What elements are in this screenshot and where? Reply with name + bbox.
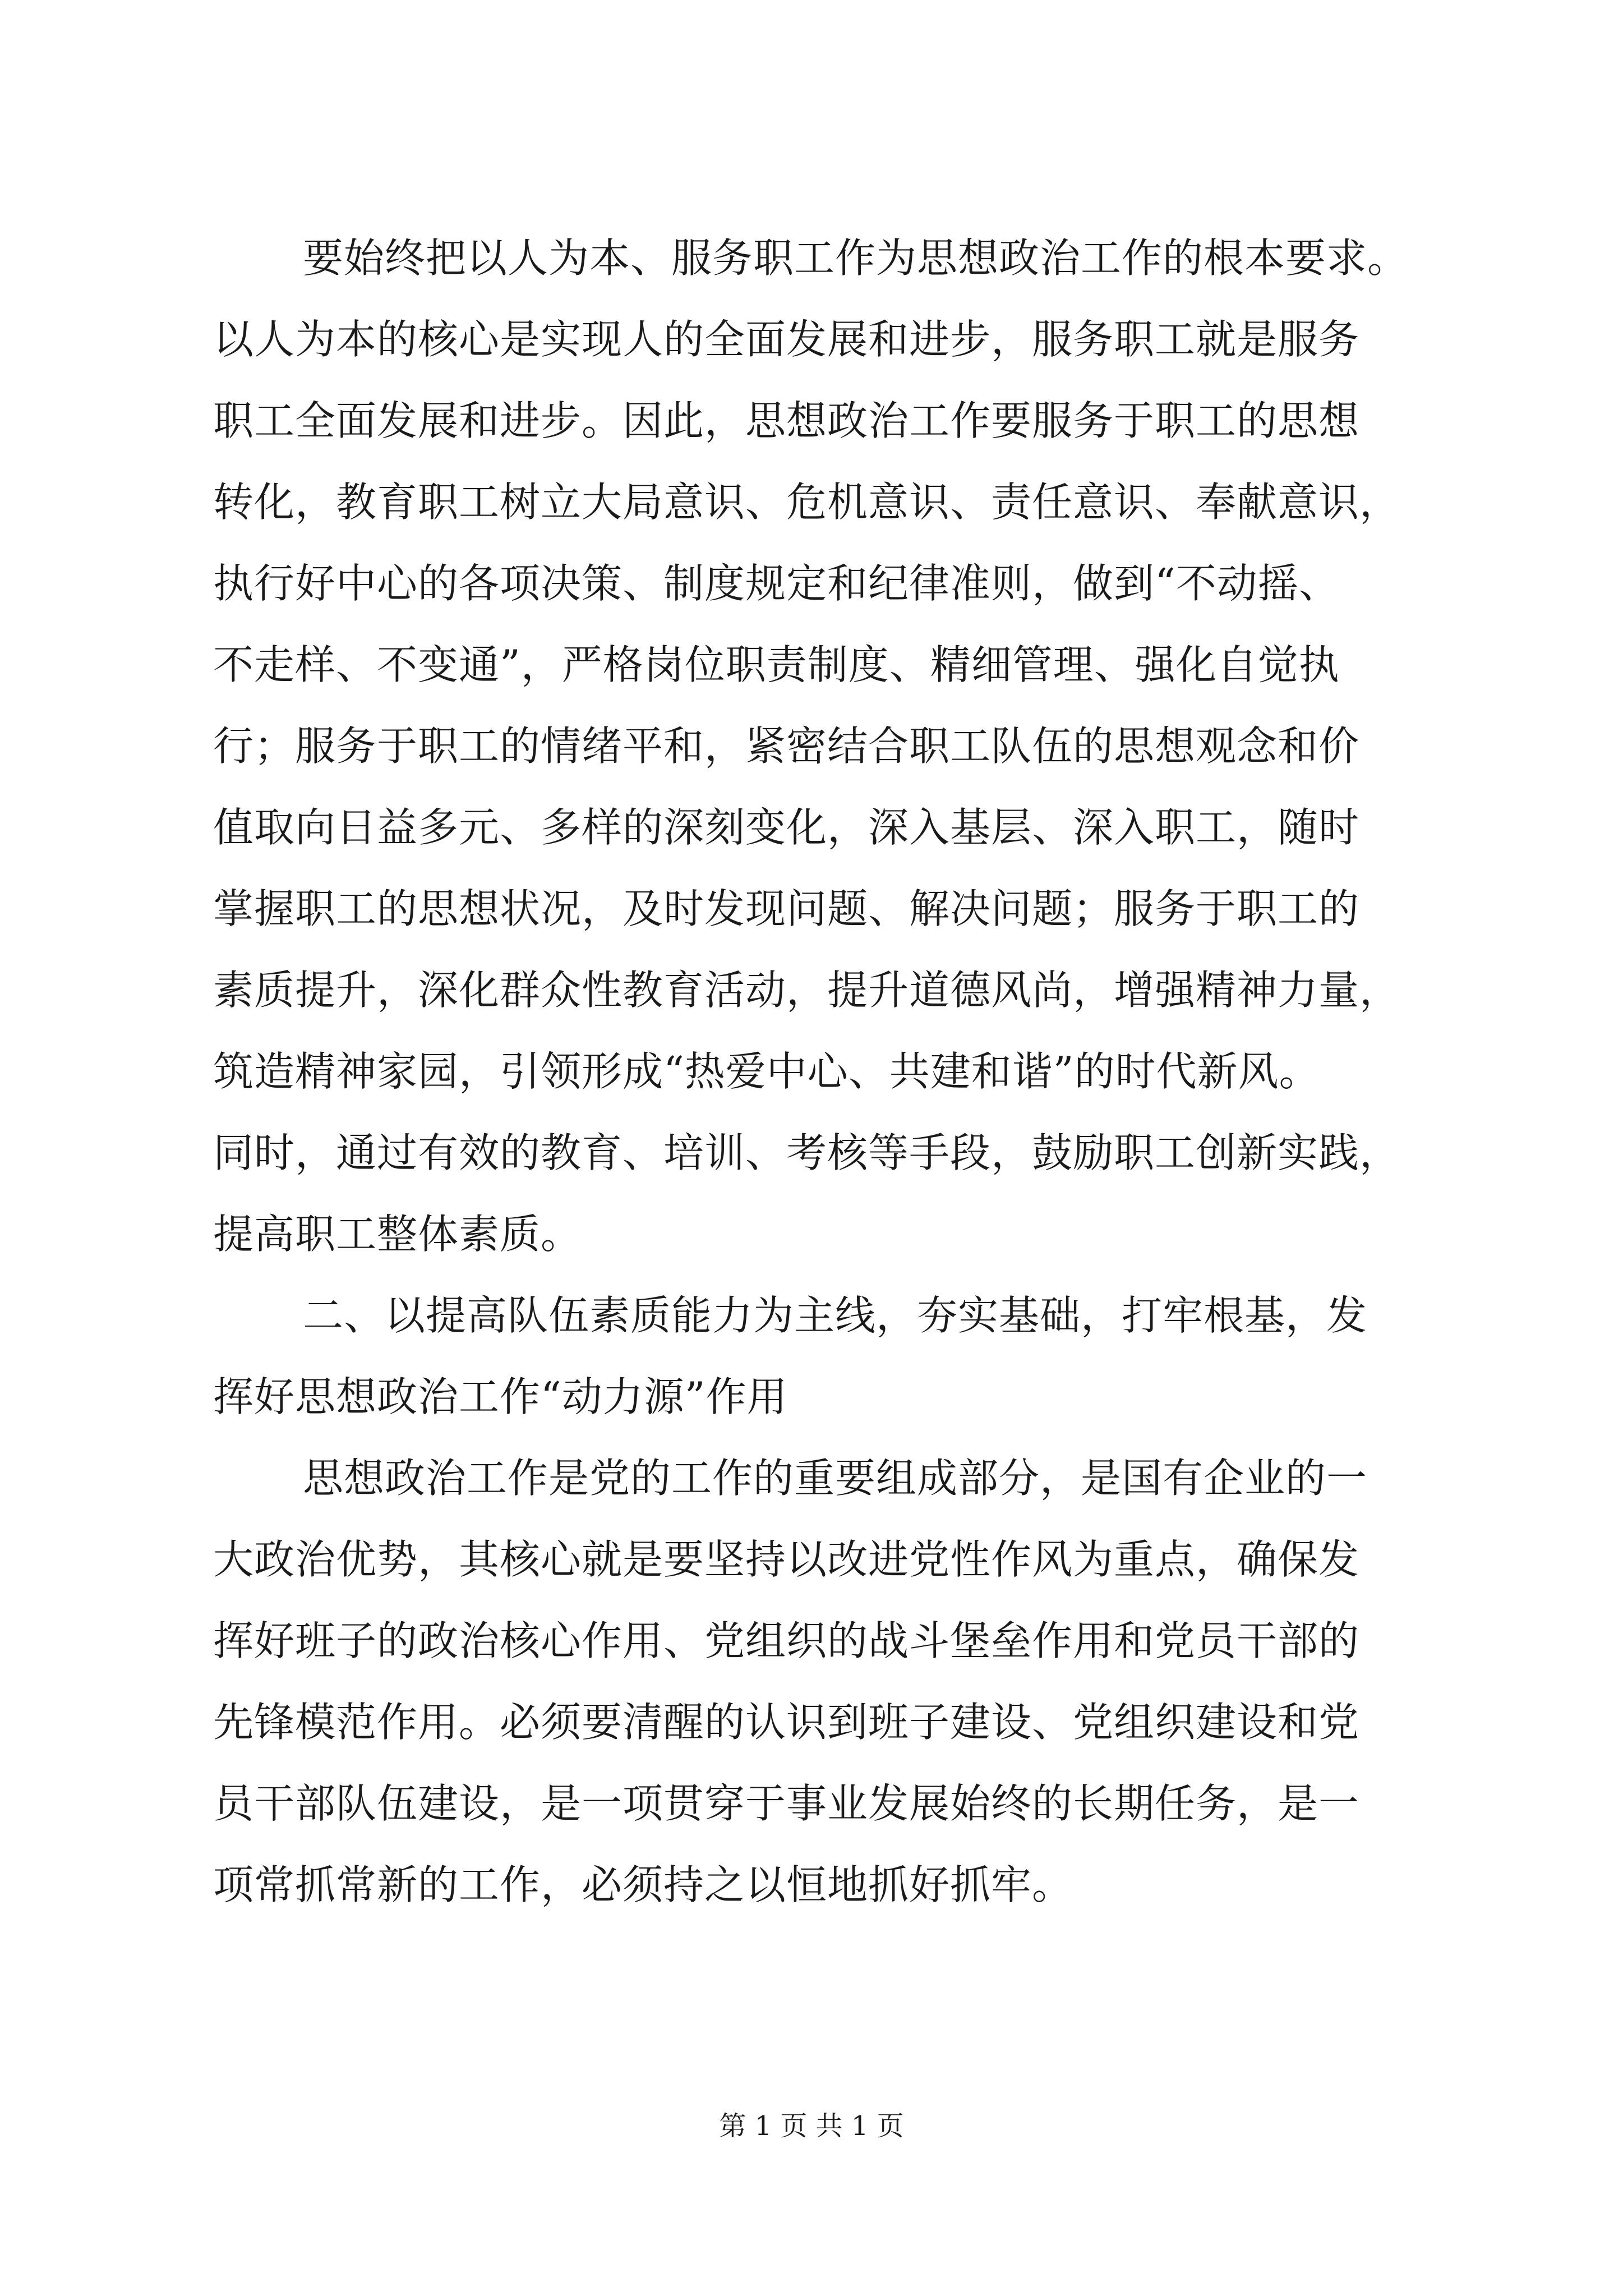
text-line: 挥好班子的政治核心作用、党组织的战斗堡垒作用和党员干部的 — [213, 1617, 1360, 1664]
text-line: 思想政治工作是党的工作的重要组成部分，是国有企业的一 — [303, 1455, 1368, 1502]
heading-line: 二、以提高队伍素质能力为主线，夯实基础，打牢根基，发 — [303, 1292, 1368, 1339]
text-line: 转化，教育职工树立大局意识、危机意识、责任意识、奉献意识， — [213, 478, 1401, 526]
paragraph-1 — [213, 218, 1424, 1275]
page-footer — [0, 2109, 1623, 2143]
text-line: 执行好中心的各项决策、制度规定和纪律准则，做到“不动摇、 — [213, 560, 1340, 607]
text-line: 项常抓常新的工作，必须持之以恒地抓好抓牢。 — [213, 1861, 1073, 1908]
text-line: 素质提升，深化群众性教育活动，提升道德风尚，增强精神力量， — [213, 967, 1401, 1014]
text-line: 以人为本的核心是实现人的全面发展和进步，服务职工就是服务 — [213, 316, 1360, 363]
text-line: 大政治优势，其核心就是要坚持以改进党性作风为重点，确保发 — [213, 1536, 1360, 1583]
text-line: 职工全面发展和进步。因此，思想政治工作要服务于职工的思想 — [213, 397, 1360, 444]
text-line: 先锋模范作用。必须要清醒的认识到班子建设、党组织建设和党 — [213, 1699, 1360, 1746]
paragraph-2 — [213, 1438, 1424, 1926]
text-line: 同时，通过有效的教育、培训、考核等手段，鼓励职工创新实践， — [213, 1129, 1401, 1176]
text-line: 提高职工整体素质。 — [213, 1211, 582, 1258]
text-line: 不走样、不变通”，严格岗位职责制度、精细管理、强化自觉执 — [213, 641, 1340, 688]
text-line: 筑造精神家园，引领形成“热爱中心、共建和谐”的时代新风。 — [213, 1048, 1320, 1095]
heading-line: 挥好思想政治工作“动力源”作用 — [213, 1373, 788, 1420]
text-line: 值取向日益多元、多样的深刻变化，深入基层、深入职工，随时 — [213, 804, 1360, 851]
document-body — [213, 218, 1424, 1926]
text-line: 行；服务于职工的情绪平和，紧密结合职工队伍的思想观念和价 — [213, 723, 1360, 770]
text-line: 掌握职工的思想状况，及时发现问题、解决问题；服务于职工的 — [213, 885, 1360, 932]
text-line: 要始终把以人为本、服务职工作为思想政治工作的根本要求。 — [303, 234, 1409, 282]
text-line: 员干部队伍建设，是一项贯穿于事业发展始终的长期任务，是一 — [213, 1780, 1360, 1827]
section-heading — [213, 1275, 1424, 1438]
page-number: 第 1 页 共 1 页 — [719, 2110, 904, 2142]
